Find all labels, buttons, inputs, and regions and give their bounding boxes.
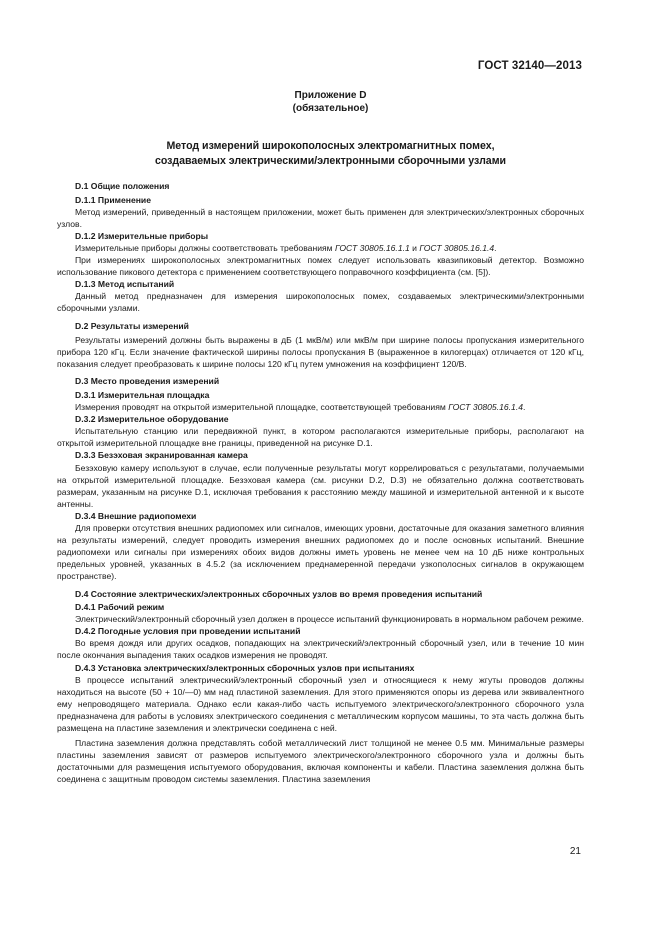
paragraph-d2: Результаты измерений должны быть выражены в дБ (1 мкВ/м) или мкВ/м при ширине полосы пропускания измерительного прибора 120 кГц. Если значение фактической ширины полосы пропускания В (выраженное в килогерцах) отличается от 120 кГц, показания следует преобразовать к ширине полосы 120 кГц путем умножения на коэффициент 120/В. (57, 335, 584, 370)
document-code: ГОСТ 32140—2013 (477, 60, 582, 72)
paragraph-d1-2-2: При измерениях широкополосных электромагнитных помех следует использовать квазипиковый детектор. Возможно использование пикового детектора с применением соответствующего поправочного коэффициента (см. [5]). (57, 255, 584, 278)
paragraph-d4-3-2: Пластина заземления должна представлять собой металлический лист толщиной не менее 0.5 мм. Минимальные размеры пластины заземления зависят от размеров испытуемого электрического/электронного сборочного узла и должны быть достаточными для размещения испытуемого оборудования, включая компоненты и кабели. Пластина заземления должна быть соединена с защитным проводом системы заземления. Пластина заземления (57, 737, 584, 784)
text-run: и (409, 242, 420, 253)
text-run: Измерения проводят на открытой измерительной площадке, соответствующей требованиям (75, 402, 449, 413)
paragraph-d3-1 (57, 401, 584, 413)
section-heading-d3-1: D.3.1 Измерительная площадка (75, 390, 210, 400)
section-heading-d1: D.1 Общие положения (75, 181, 170, 191)
paragraph-d3-2: Испытательную станцию или передвижной пункт, в котором располагаются измерительные приборы, располагают на открытой измерительной площадке вне границы, приведенной на рисунке D.1. (57, 426, 584, 449)
page-number: 21 (569, 846, 581, 857)
text-run: . (523, 402, 526, 413)
paragraph-d1-1: Метод измерений, приведенный в настоящем приложении, может быть применен для электрических/электронных сборочных узлов. (57, 206, 584, 229)
text-run: Измерительные приборы должны соответствовать требованиям (75, 242, 335, 253)
document-body (57, 180, 584, 785)
section-heading-d4-3: D.4.3 Установка электрических/электронных сборочных узлов при испытаниях (75, 662, 415, 673)
paragraph-d3-3: Безэховую камеру используют в случае, если полученные результаты могут коррелироваться с результатами, получаемыми на открытой измерительной площадке. Безэховая камера (см. рисунки D.2, D.3) не обязательно должна соответствовать размерам, указанным на рисунке D.1, исключая требования к расстоянию между машиной и измерительной антенной и к высоте антенны. (57, 462, 584, 509)
paragraph-d1-2-1 (57, 242, 584, 254)
paragraph-d3-4: Для проверки отсутствия внешних радиопомех или сигналов, имеющих уровни, достаточные для оказания заметного влияния на результаты измерений, следует проводить измерения внешних радиопомех до и после основных испытаний. Внешние радиопомехи или сигналы при измерениях обоих видов должны иметь уровень не менее чем на 10 дБ ниже контрольных предельных уровней, указанных в 4.5.2 (за исключением преднамеренной передачи узкополосных сигналов в окружающем пространстве). (57, 523, 584, 582)
appendix-title (0, 139, 661, 169)
section-heading-d4: D.4 Состояние электрических/электронных сборочных узлов во время проведения испытаний (75, 588, 483, 599)
section-heading-d3-4: D.3.4 Внешние радиопомехи (75, 510, 197, 521)
appendix-status: (обязательное) (292, 103, 369, 114)
paragraph-d4-2: Во время дождя или других осадков, попадающих на электрический/электронный сборочный узел, или в течение 10 мин после окончания выпадения таких осадков измерения не проводят. (57, 638, 584, 661)
appendix-heading (0, 89, 661, 115)
text-run: . (494, 242, 497, 253)
section-heading-d1-2: D.1.2 Измерительные приборы (75, 230, 209, 241)
standard-reference: ГОСТ 30805.16.1.4 (448, 402, 523, 413)
paragraph-d4-3-1: В процессе испытаний электрический/электронный сборочный узел и относящиеся к нему жгуты проводов должны находиться на высоте (50 + 10/—0) мм над пластиной заземления. Для этого применяются опоры из дерева или эквивалентного ему непроводящего материала. Однако если какая-либо часть испытуемого электрического/электронного сборочного узла предназначена для работы в условиях электрического соединения с металлическим корпусом машины, то эта часть должна быть размещена на пластине заземления и электрически соединена с ней. (57, 674, 584, 734)
section-heading-d2: D.2 Результаты измерений (75, 320, 189, 331)
appendix-title-line-1: Метод измерений широкополосных электромагнитных помех, (166, 140, 495, 152)
section-heading-d1-1: D.1.1 Применение (75, 194, 151, 205)
section-heading-d1-3: D.1.3 Метод испытаний (75, 279, 175, 290)
section-heading-d4-1: D.4.1 Рабочий режим (75, 602, 165, 613)
standard-reference: ГОСТ 30805.16.1.1 (334, 242, 410, 253)
paragraph-d4-1: Электрический/электронный сборочный узел должен в процессе испытаний функционировать в нормальном рабочем режиме. (75, 614, 584, 625)
section-heading-d3: D.3 Место проведения измерений (75, 376, 220, 387)
paragraph-d1-3: Данный метод предназначен для измерения широкополосных помех, создаваемых электрическими/электронными сборочными узлами. (57, 291, 584, 314)
appendix-title-line-2: создаваемых электрическими/электронными сборочными узлами (154, 155, 507, 167)
standard-reference: ГОСТ 30805.16.1.4 (419, 242, 495, 253)
section-heading-d3-2: D.3.2 Измерительное оборудование (75, 414, 229, 425)
section-heading-d3-3: D.3.3 Безэховая экранированная камера (75, 450, 248, 461)
appendix-label: Приложение D (294, 90, 367, 101)
section-heading-d4-2: D.4.2 Погодные условия при проведении испытаний (75, 626, 301, 637)
